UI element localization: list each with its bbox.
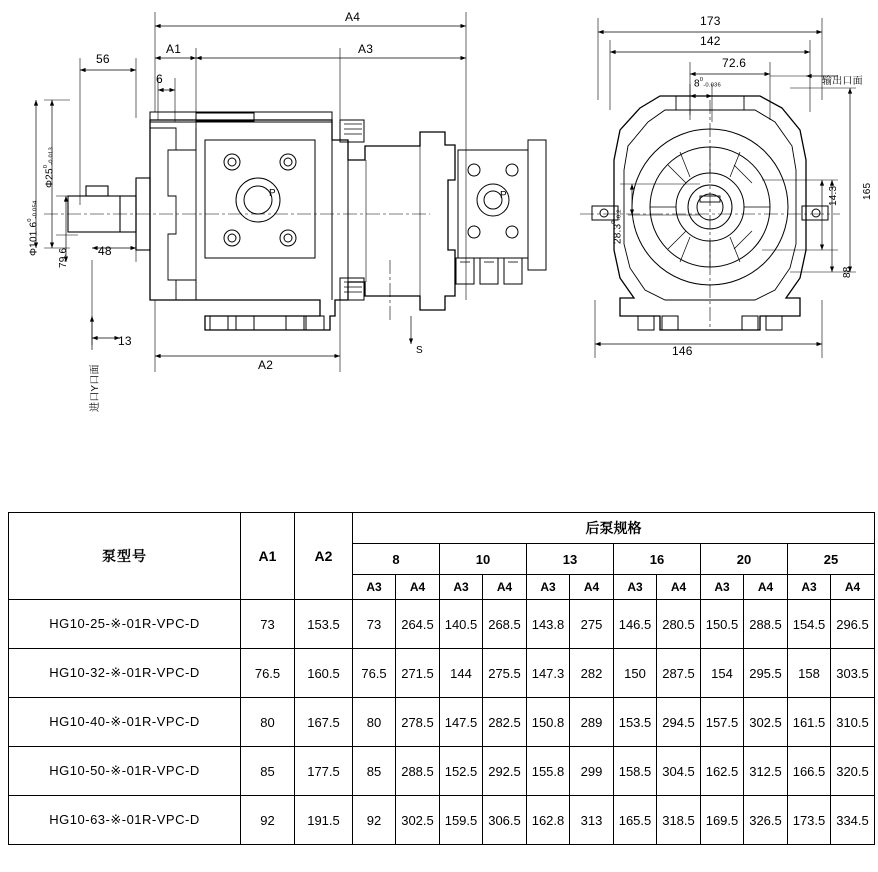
cell-value: 157.5: [701, 698, 744, 747]
header-a4-20: A4: [744, 575, 788, 600]
header-a3-10: A3: [440, 575, 483, 600]
cell-model: HG10-63-※-01R-VPC-D: [9, 796, 241, 845]
dim-label-72-6: 72.6: [722, 56, 747, 70]
inlet-face-note: 进口Y口面: [90, 364, 101, 412]
cell-value: 155.8: [527, 747, 570, 796]
dim-label-a1: A1: [166, 42, 182, 56]
cell-a2: 177.5: [295, 747, 353, 796]
cell-value: 289: [570, 698, 614, 747]
header-a4-10: A4: [483, 575, 527, 600]
cell-value: 304.5: [657, 747, 701, 796]
cell-value: 161.5: [788, 698, 831, 747]
cell-value: 313: [570, 796, 614, 845]
header-a2: A2: [295, 513, 353, 600]
header-size-20: 20: [701, 544, 788, 575]
header-size-25: 25: [788, 544, 875, 575]
header-a3-25: A3: [788, 575, 831, 600]
cell-value: 154.5: [788, 600, 831, 649]
table-row: [9, 747, 875, 796]
cell-value: 154: [701, 649, 744, 698]
dim-label-13: 13: [118, 334, 132, 348]
header-a4-25: A4: [831, 575, 875, 600]
header-a4-13: A4: [570, 575, 614, 600]
dim-label-142: 142: [700, 34, 721, 48]
header-a1: A1: [241, 513, 295, 600]
cell-value: 173.5: [788, 796, 831, 845]
cell-a2: 160.5: [295, 649, 353, 698]
dim-label-56: 56: [96, 52, 110, 66]
dim-label-48: 48: [98, 244, 112, 258]
d8-tolerance: $^0_{-0.036}$: [699, 77, 721, 89]
cell-a1: 76.5: [241, 649, 295, 698]
cell-value: 312.5: [744, 747, 788, 796]
cell-value: 294.5: [657, 698, 701, 747]
table-row: [9, 698, 875, 747]
cell-value: 147.3: [527, 649, 570, 698]
cell-model: HG10-50-※-01R-VPC-D: [9, 747, 241, 796]
outlet-face-note: 输出口面: [822, 76, 863, 87]
cell-value: 76.5: [353, 649, 396, 698]
dim-label-165: 165: [862, 182, 873, 200]
header-size-10: 10: [440, 544, 527, 575]
table-row: [9, 796, 875, 845]
cell-value: 288.5: [744, 600, 788, 649]
cell-value: 287.5: [657, 649, 701, 698]
cell-value: 302.5: [396, 796, 440, 845]
cell-value: 80: [353, 698, 396, 747]
spec-table-container: [8, 512, 870, 845]
cell-value: 158.5: [614, 747, 657, 796]
table-header-row-1: [9, 513, 875, 544]
cell-value: 302.5: [744, 698, 788, 747]
cell-a1: 80: [241, 698, 295, 747]
dim-label-173: 173: [700, 14, 721, 28]
header-a3-8: A3: [353, 575, 396, 600]
header-model: 泵型号: [9, 513, 241, 600]
cell-a1: 85: [241, 747, 295, 796]
cell-value: 271.5: [396, 649, 440, 698]
cell-value: 334.5: [831, 796, 875, 845]
cell-model: HG10-32-※-01R-VPC-D: [9, 649, 241, 698]
cell-a2: 191.5: [295, 796, 353, 845]
cell-value: 144: [440, 649, 483, 698]
cell-value: 147.5: [440, 698, 483, 747]
table-row: [9, 600, 875, 649]
dim-label-a3: A3: [358, 42, 374, 56]
cell-value: 143.8: [527, 600, 570, 649]
cell-value: 303.5: [831, 649, 875, 698]
port-label-p-front: P: [269, 188, 276, 199]
dim-label-88: 88: [842, 266, 853, 278]
cell-value: 320.5: [831, 747, 875, 796]
cell-value: 169.5: [701, 796, 744, 845]
cell-value: 288.5: [396, 747, 440, 796]
cell-value: 295.5: [744, 649, 788, 698]
cell-value: 326.5: [744, 796, 788, 845]
dim-label-146: 146: [672, 344, 693, 358]
header-a4-16: A4: [657, 575, 701, 600]
cell-value: 150.5: [701, 600, 744, 649]
cell-value: 268.5: [483, 600, 527, 649]
cell-value: 153.5: [614, 698, 657, 747]
cell-a2: 167.5: [295, 698, 353, 747]
cell-model: HG10-40-※-01R-VPC-D: [9, 698, 241, 747]
cell-value: 278.5: [396, 698, 440, 747]
cell-value: 146.5: [614, 600, 657, 649]
cell-value: 140.5: [440, 600, 483, 649]
phi101-tolerance: $^0_{-0.054}$: [27, 200, 39, 222]
cell-value: 282: [570, 649, 614, 698]
header-size-13: 13: [527, 544, 614, 575]
cell-value: 264.5: [396, 600, 440, 649]
cell-a1: 73: [241, 600, 295, 649]
cell-value: 152.5: [440, 747, 483, 796]
table-row: [9, 649, 875, 698]
dim-label-s: S: [416, 345, 423, 356]
cell-value: 275: [570, 600, 614, 649]
dim-label-phi25: $\Phi 25^0_{-0.013}$: [43, 147, 56, 188]
cell-value: 275.5: [483, 649, 527, 698]
spec-table: [8, 512, 875, 845]
header-a3-16: A3: [614, 575, 657, 600]
cell-value: 158: [788, 649, 831, 698]
header-a4-8: A4: [396, 575, 440, 600]
cell-value: 159.5: [440, 796, 483, 845]
header-a3-13: A3: [527, 575, 570, 600]
cell-value: 162.8: [527, 796, 570, 845]
dim-label-a2: A2: [258, 358, 274, 372]
port-label-p-rear: P: [500, 190, 507, 201]
cell-value: 318.5: [657, 796, 701, 845]
table-body: [9, 600, 875, 845]
phi25-tolerance: $^0_{-0.013}$: [43, 147, 55, 169]
cell-value: 282.5: [483, 698, 527, 747]
cell-value: 150: [614, 649, 657, 698]
cell-value: 280.5: [657, 600, 701, 649]
header-size-16: 16: [614, 544, 701, 575]
table-head: [9, 513, 875, 600]
dim-label-8: $8^0_{-0.036}$: [694, 77, 721, 90]
cell-value: 299: [570, 747, 614, 796]
cell-value: 162.5: [701, 747, 744, 796]
cell-a1: 92: [241, 796, 295, 845]
dim-label-phi101: $\Phi 101.6^0_{-0.054}$: [27, 200, 40, 256]
d28-tolerance: $^0_{-0.2}$: [611, 209, 623, 224]
header-a3-20: A3: [701, 575, 744, 600]
cell-value: 166.5: [788, 747, 831, 796]
dim-label-14-3: 14.3: [828, 185, 839, 206]
cell-value: 296.5: [831, 600, 875, 649]
header-rear-pump-spec: 后泵规格: [353, 513, 875, 544]
dim-label-79-6: 79.6: [58, 247, 69, 268]
cell-a2: 153.5: [295, 600, 353, 649]
cell-value: 92: [353, 796, 396, 845]
cell-value: 165.5: [614, 796, 657, 845]
dim-label-6: 6: [156, 72, 163, 86]
header-size-8: 8: [353, 544, 440, 575]
cell-value: 73: [353, 600, 396, 649]
cell-value: 85: [353, 747, 396, 796]
cell-value: 150.8: [527, 698, 570, 747]
dim-label-28-3: $28.3^0_{-0.2}$: [611, 209, 624, 244]
cell-value: 310.5: [831, 698, 875, 747]
cell-value: 292.5: [483, 747, 527, 796]
cell-value: 306.5: [483, 796, 527, 845]
dim-label-a4: A4: [345, 10, 361, 24]
cell-model: HG10-25-※-01R-VPC-D: [9, 600, 241, 649]
